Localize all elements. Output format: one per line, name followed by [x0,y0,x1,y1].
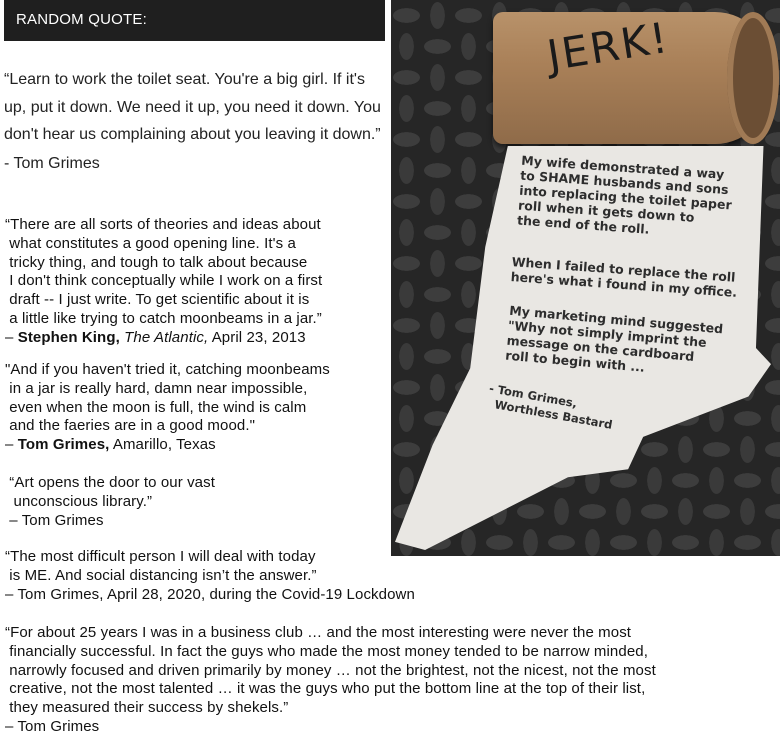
quote-line: what constitutes a good opening line. It's a [5,234,296,252]
quote-text: “Learn to work the toilet seat. You're a big girl. If it's up, put it down. We need it up, you need it down. You don't hear us complaining about you leaving it down.” [4,71,381,143]
quote-line: in a jar is really hard, damn near impossible, [5,379,308,397]
quote-line: "And if you haven't tried it, catching moonbeams [5,361,330,378]
quote-line: “For about 25 years I was in a business club … and the most interesting were never the most [5,624,632,641]
attribution-author: Tom Grimes, [17,436,110,454]
attribution-dash: – [5,328,18,346]
quote-line: “Art opens the door to our vast [5,474,215,491]
quote-stephen-king [5,216,322,348]
attribution-author: Stephen King, [17,328,120,346]
quote-attribution: – Tom Grimes [5,511,104,529]
tube-handwriting: JERK! [543,12,673,81]
header-bar [4,0,385,41]
sheet-text-1: My wife demonstrated a way to SHAME husbands and sons into replacing the toilet paper roll when it gets down to the end of the roll. [516,152,733,237]
quote-attribution: – Tom Grimes [5,717,100,735]
attribution-date: April 23, 2013 [208,328,306,346]
quote-line: even when the moon is full, the wind is calm [5,398,307,416]
quote-art [5,474,215,530]
attribution-dash: – [5,436,18,454]
tube-end [727,12,779,144]
header-title: RANDOM QUOTE: [16,11,147,28]
quote-line: draft -- I just write. To get scientific about it is [5,291,310,309]
quote-toilet-seat [4,66,388,177]
cardboard-tube [493,12,775,144]
quote-line: unconscious library.” [5,492,153,510]
sheet-text-2: When I failed to replace the roll here's what i found in my office. [510,254,738,300]
sheet-text-3: My marketing mind suggested "Why not simply imprint the message on the cardboard roll to begin with ... [504,302,724,375]
quote-attribution: - Tom Grimes [4,154,100,172]
quote-difficult-person [5,548,415,604]
quote-line: is ME. And social distancing isn’t the answer.” [5,566,317,584]
sheet-signature: - Tom Grimes, Worthless Bastard [485,381,614,432]
quote-line: “The most difficult person I will deal with today [5,548,316,565]
quote-line: tricky thing, and tough to talk about because [5,253,308,271]
quote-line: I don't think conceptually while I work on a first [5,272,323,290]
attribution-place: Amarillo, Texas [109,436,216,454]
quote-line: “There are all sorts of theories and ideas about [5,216,321,233]
quote-line: a little like trying to catch moonbeams in a jar.” [5,309,322,327]
toilet-paper-photo [391,0,780,556]
attribution-publication: The Atlantic, [124,328,209,346]
quote-line: narrowly focused and driven primarily by money … not the brightest, not the nicest, not the most [5,661,656,679]
quote-attribution: – Tom Grimes, April 28, 2020, during the Covid-19 Lockdown [5,585,415,603]
quote-business-club [5,624,656,737]
quote-line: and the faeries are in a good mood." [5,417,256,435]
quote-line: creative, not the most talented … it was the guys who put the bottom line at the top of their list, [5,680,646,698]
quote-line: they measured their success by shekels.” [5,699,289,717]
quote-moonbeams [5,361,330,455]
quote-line: financially successful. In fact the guys who made the most money tended to be narrow minded, [5,642,648,660]
